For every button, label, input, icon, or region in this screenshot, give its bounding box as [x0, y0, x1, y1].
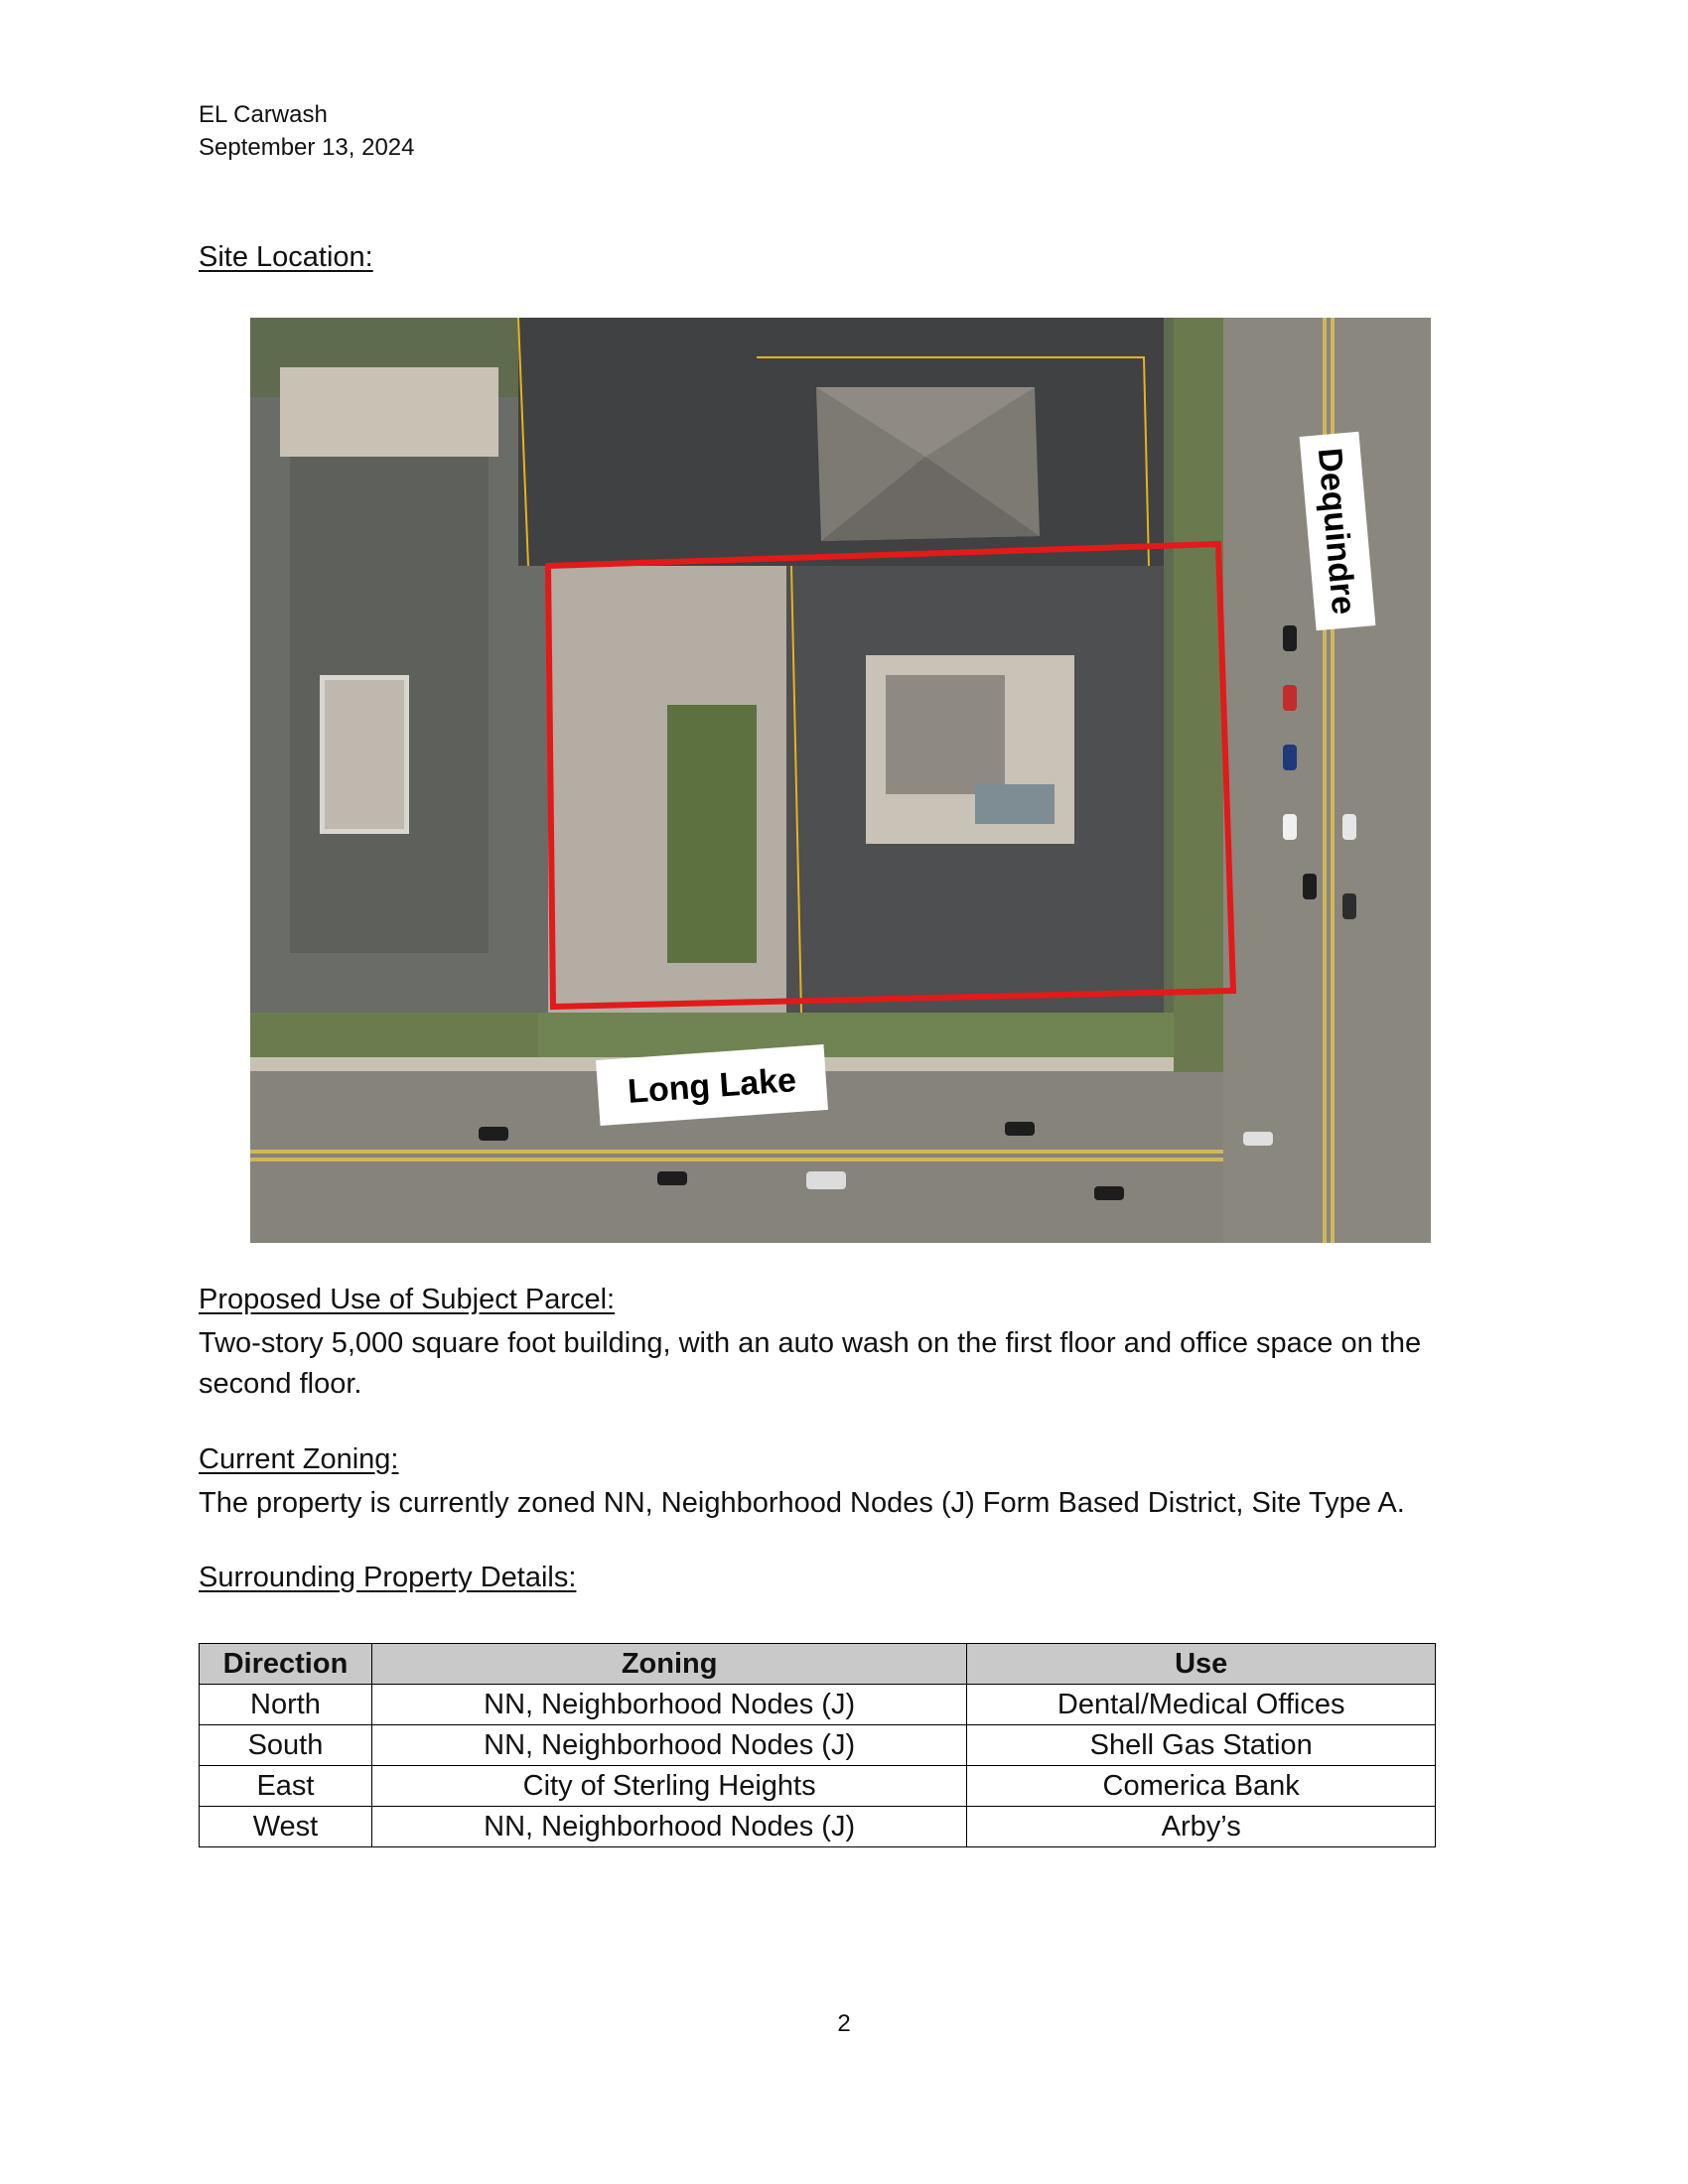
cell-zoning: City of Sterling Heights [371, 1766, 966, 1807]
current-zoning-text: The property is currently zoned NN, Neighborhood Nodes (J) Form Based District, Site Type A. [199, 1487, 1405, 1519]
column-header-use: Use [967, 1644, 1436, 1685]
cell-use: Dental/Medical Offices [967, 1685, 1436, 1725]
table-row [200, 1725, 1436, 1766]
proposed-use-heading: Proposed Use of Subject Parcel: [199, 1284, 616, 1315]
cell-use: Shell Gas Station [967, 1725, 1436, 1766]
site-aerial-image [250, 318, 1431, 1243]
cell-use: Comerica Bank [967, 1766, 1436, 1807]
column-header-direction: Direction [200, 1644, 372, 1685]
aerial-photo [250, 318, 1431, 1243]
cell-direction: South [200, 1725, 372, 1766]
page-number: 2 [837, 2010, 851, 2037]
column-header-zoning: Zoning [371, 1644, 966, 1685]
cell-use: Arby’s [967, 1807, 1436, 1847]
header-company: EL Carwash [199, 101, 328, 128]
cell-zoning: NN, Neighborhood Nodes (J) [371, 1685, 966, 1725]
site-location-heading: Site Location: [199, 241, 373, 273]
cell-direction: West [200, 1807, 372, 1847]
header-date: September 13, 2024 [199, 134, 415, 161]
current-zoning-heading: Current Zoning: [199, 1443, 399, 1475]
proposed-use-text: Two-story 5,000 square foot building, with an auto wash on the first floor and office space on the second floor. [199, 1327, 1422, 1400]
cell-zoning: NN, Neighborhood Nodes (J) [371, 1807, 966, 1847]
surrounding-property-table [199, 1643, 1436, 1847]
table-header-row [200, 1644, 1436, 1685]
long-lake-label-text: Long Lake [626, 1061, 798, 1111]
dequindre-label-text: Dequindre [1310, 446, 1363, 616]
cell-zoning: NN, Neighborhood Nodes (J) [371, 1725, 966, 1766]
table-row [200, 1685, 1436, 1725]
surrounding-heading: Surrounding Property Details: [199, 1562, 577, 1593]
cell-direction: East [200, 1766, 372, 1807]
table-row [200, 1766, 1436, 1807]
cell-direction: North [200, 1685, 372, 1725]
table-row [200, 1807, 1436, 1847]
